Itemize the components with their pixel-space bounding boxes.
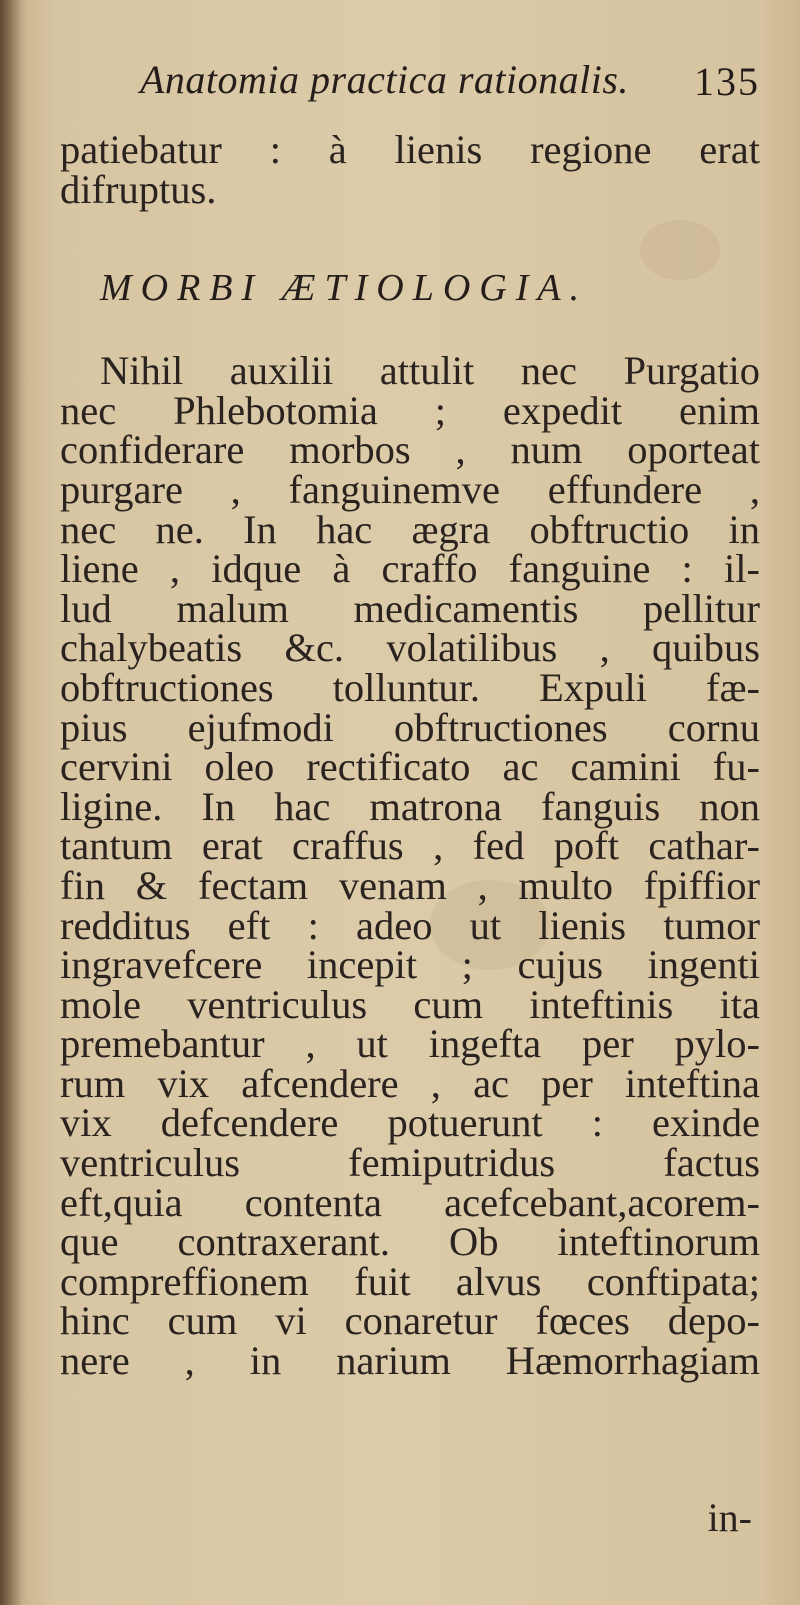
text-line: obftructiones tolluntur. Expuli fæ- [60, 664, 760, 710]
text-line: nere , in narium Hæmorrhagiam [60, 1338, 760, 1384]
section-heading: MORBI ÆTIOLOGIA. [100, 267, 589, 310]
running-title: Anatomia practica rationalis. [140, 57, 629, 102]
text-line: confiderare morbos , num oporteat [60, 427, 760, 473]
text-line: difruptus. [60, 166, 217, 212]
text-line: chalybeatis &c. volatilibus , quibus [60, 625, 760, 671]
text-line: lud malum medicamentis pellitur [60, 585, 760, 631]
text-line: patiebatur : à lienis regione erat [60, 127, 760, 172]
text-line: fin & fectam venam , multo fpiffior [60, 862, 760, 908]
text-line: rum vix afcendere , ac per inteftina [60, 1060, 760, 1106]
catchword: in- [707, 1495, 752, 1540]
page-number: 135 [694, 59, 760, 104]
text-line: redditus eft : adeo ut lienis tumor [60, 902, 760, 948]
text-line: premebantur , ut ingefta per pylo- [60, 1021, 760, 1067]
text-line: ligine. In hac matrona fanguis non [60, 783, 760, 829]
binding-shadow [0, 0, 22, 1605]
text-line: Nihil auxilii attulit nec Purgatio [100, 348, 760, 394]
text-line: ingravefcere incepit ; cujus ingenti [60, 942, 760, 988]
text-line: vix defcendere potuerunt : exinde [60, 1100, 760, 1146]
text-line: cervini oleo rectificato ac camini fu- [60, 744, 760, 790]
text-line: nec ne. In hac ægra obftructio in [60, 506, 760, 552]
text-line: compreffionem fuit alvus conftipata; [60, 1258, 760, 1304]
text-line: purgare , fanguinemve effundere , [60, 466, 760, 512]
text-line: eft,quia contenta acefcebant,acorem- [60, 1179, 760, 1225]
text-line: que contraxerant. Ob inteftinorum [60, 1219, 760, 1265]
text-line: tantum erat craffus , fed poft cathar- [60, 823, 760, 869]
text-line: pius ejufmodi obftructiones cornu [60, 704, 760, 750]
text-line: hinc cum vi conaretur fœces depo- [60, 1298, 760, 1344]
text-line: mole ventriculus cum inteftinis ita [60, 981, 760, 1027]
text-block [60, 127, 760, 1384]
text-line: nec Phlebotomia ; expedit enim [60, 387, 760, 433]
text-line: liene , idque à craffo fanguine : il- [60, 546, 760, 592]
text-line: ventriculus femiputridus factus [60, 1140, 760, 1186]
running-head [140, 48, 780, 108]
